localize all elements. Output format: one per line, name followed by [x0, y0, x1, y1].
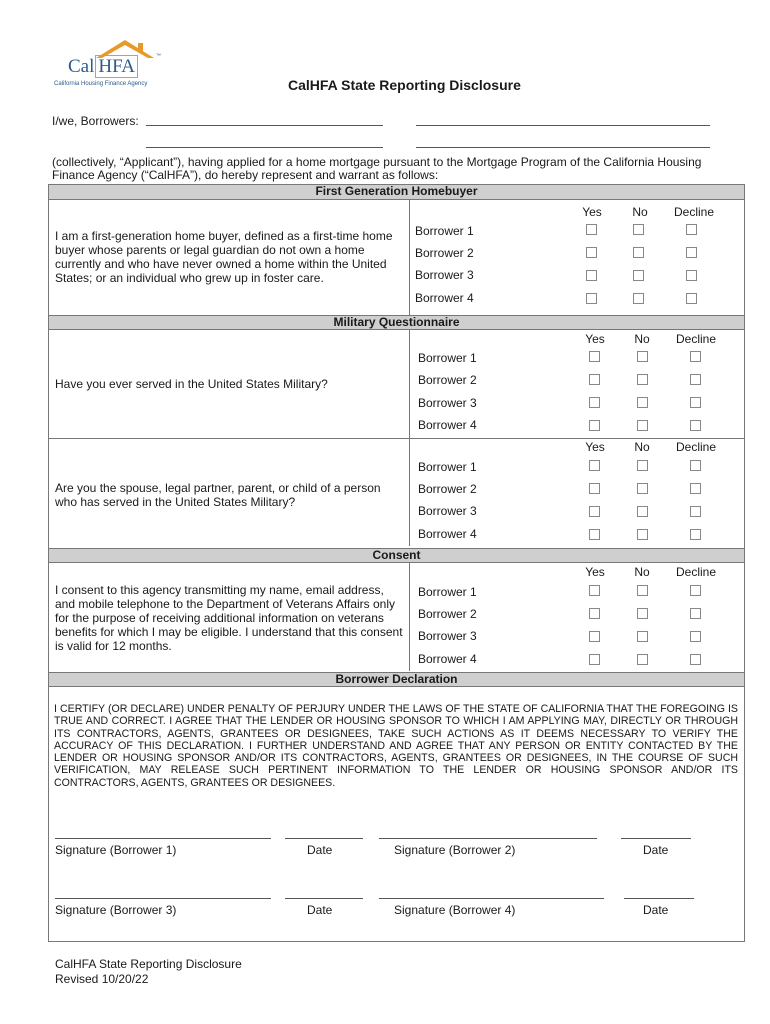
consent-question: I consent to this agency transmitting my name, email address, and mobile telephone to the Department of Veterans Affairs only for the purpose of receiving additional information on veterans benefits for which I may be eligible. I understand that this consent is valid for 12 months. [55, 583, 403, 653]
military2-b3-decline-checkbox[interactable] [690, 506, 701, 517]
col-decline: Decline [675, 440, 717, 454]
col-yes: Yes [585, 440, 605, 454]
borrower-label: Borrower 1 [418, 585, 477, 599]
date-line-4[interactable] [624, 898, 694, 899]
col-yes: Yes [582, 205, 602, 219]
section-header-military: Military Questionnaire [49, 315, 744, 330]
borrower-name-line-1[interactable] [146, 125, 383, 126]
signature-line-borrower-1[interactable] [55, 838, 271, 839]
col-decline: Decline [673, 205, 715, 219]
military2-b3-no-checkbox[interactable] [637, 506, 648, 517]
consent-b1-no-checkbox[interactable] [637, 585, 648, 596]
logo-subtitle: California Housing Finance Agency [54, 81, 148, 87]
col-no: No [634, 332, 650, 346]
borrower-label: Borrower 2 [415, 246, 474, 260]
col-no: No [634, 565, 650, 579]
borrower-label: Borrower 3 [418, 396, 477, 410]
signature-line-borrower-3[interactable] [55, 898, 271, 899]
borrower-label: Borrower 2 [418, 373, 477, 387]
col-decline: Decline [675, 565, 717, 579]
firstgen-b1-no-checkbox[interactable] [633, 224, 644, 235]
consent-b3-decline-checkbox[interactable] [690, 631, 701, 642]
col-yes: Yes [585, 565, 605, 579]
row-divider [49, 438, 744, 439]
section-header-first-generation: First Generation Homebuyer [49, 185, 744, 200]
column-divider [409, 563, 410, 671]
military1-b4-decline-checkbox[interactable] [690, 420, 701, 431]
disclosure-table [48, 184, 745, 942]
date-label: Date [307, 903, 333, 917]
military2-b3-yes-checkbox[interactable] [589, 506, 600, 517]
military1-b3-decline-checkbox[interactable] [690, 397, 701, 408]
consent-b4-decline-checkbox[interactable] [690, 654, 701, 665]
military2-b1-yes-checkbox[interactable] [589, 460, 600, 471]
military2-b4-yes-checkbox[interactable] [589, 529, 600, 540]
consent-b2-no-checkbox[interactable] [637, 608, 648, 619]
declaration-text: I CERTIFY (OR DECLARE) UNDER PENALTY OF PERJURY UNDER THE LAWS OF THE STATE OF CALIFORNIA THAT THE FOREGOING IS TRUE AND CORRECT. I AGREE THAT THE LENDER OR HOUSING SPONSOR TO WHICH I AM APPLYING MAY, DIRECTLY OR THROUGH ITS CONTRACTORS, AGENTS, GRANTEES OR DESIGNEES, TAKE SUCH ACTIONS AS IT DEEMS NECESSARY TO VERIFY THE ACCURACY OF THIS DECLARATION. I FURTHER UNDERSTAND AND AGREE THAT ANY PERSON OR ENTITY CONTACTED BY THE LENDER OR HOUSING SPONSOR AND/OR ITS CONTRACTORS, AGENTS, GRANTEES OR DESIGNEES, IN THE COURSE OF SUCH VERIFICATION, MAY RELEASE SUCH PERTINENT INFORMATION TO THE LENDER OR HOUSING SPONSOR AND/OR ITS CONTRACTORS, AGENTS, GRANTEES OR DESIGNEES. [54, 703, 738, 789]
borrower-label: Borrower 1 [418, 460, 477, 474]
date-label: Date [643, 903, 669, 917]
military1-b3-no-checkbox[interactable] [637, 397, 648, 408]
firstgen-b3-no-checkbox[interactable] [633, 270, 644, 281]
borrower-label: Borrower 3 [418, 629, 477, 643]
borrower-label: Borrower 4 [418, 527, 477, 541]
firstgen-b4-no-checkbox[interactable] [633, 293, 644, 304]
military2-b1-decline-checkbox[interactable] [690, 460, 701, 471]
date-line-3[interactable] [285, 898, 363, 899]
military1-b2-yes-checkbox[interactable] [589, 374, 600, 385]
intro-paragraph: (collectively, “Applicant”), having applied for a home mortgage pursuant to the Mortgage Program of the California Housing Finance Agency (“CalHFA”), do hereby represent and warrant as follows: [52, 155, 702, 182]
firstgen-b4-yes-checkbox[interactable] [586, 293, 597, 304]
signature-line-borrower-4[interactable] [379, 898, 604, 899]
col-no: No [632, 205, 648, 219]
signature-label-borrower-3: Signature (Borrower 3) [55, 903, 177, 917]
signature-label-borrower-1: Signature (Borrower 1) [55, 843, 177, 857]
borrower-label: Borrower 2 [418, 482, 477, 496]
section-header-borrower-declaration: Borrower Declaration [49, 672, 744, 687]
date-label: Date [643, 843, 669, 857]
logo-wordmark: Cal HFA [68, 56, 138, 78]
military2-b2-no-checkbox[interactable] [637, 483, 648, 494]
consent-b1-yes-checkbox[interactable] [589, 585, 600, 596]
military2-b2-yes-checkbox[interactable] [589, 483, 600, 494]
military1-b4-yes-checkbox[interactable] [589, 420, 600, 431]
military1-b3-yes-checkbox[interactable] [589, 397, 600, 408]
first-generation-question: I am a first-generation home buyer, defined as a first-time home buyer whose parents or legal guardian do not own a home currently and who have never owned a home within the United States; or an individual who grew up in foster care. [55, 229, 393, 285]
firstgen-b1-decline-checkbox[interactable] [686, 224, 697, 235]
military1-b1-decline-checkbox[interactable] [690, 351, 701, 362]
military1-b1-no-checkbox[interactable] [637, 351, 648, 362]
borrower-name-line-3[interactable] [146, 147, 383, 148]
borrower-name-line-4[interactable] [416, 147, 710, 148]
col-decline: Decline [675, 332, 717, 346]
footer-revision: Revised 10/20/22 [55, 972, 149, 986]
military2-b1-no-checkbox[interactable] [637, 460, 648, 471]
col-yes: Yes [585, 332, 605, 346]
signature-label-borrower-4: Signature (Borrower 4) [394, 903, 516, 917]
military2-b4-no-checkbox[interactable] [637, 529, 648, 540]
borrower-label: Borrower 4 [415, 291, 474, 305]
section-header-consent: Consent [49, 548, 744, 563]
military-question-1: Have you ever served in the United States Military? [55, 377, 328, 391]
military1-b4-no-checkbox[interactable] [637, 420, 648, 431]
military1-b2-no-checkbox[interactable] [637, 374, 648, 385]
firstgen-b3-decline-checkbox[interactable] [686, 270, 697, 281]
borrower-label: Borrower 4 [418, 418, 477, 432]
firstgen-b2-no-checkbox[interactable] [633, 247, 644, 258]
consent-b3-no-checkbox[interactable] [637, 631, 648, 642]
consent-b2-decline-checkbox[interactable] [690, 608, 701, 619]
consent-b4-yes-checkbox[interactable] [589, 654, 600, 665]
footer-title: CalHFA State Reporting Disclosure [55, 957, 242, 971]
borrower-name-line-2[interactable] [416, 125, 710, 126]
borrower-label: Borrower 3 [418, 504, 477, 518]
borrowers-label: I/we, Borrowers: [52, 114, 139, 128]
consent-b2-yes-checkbox[interactable] [589, 608, 600, 619]
logo-trademark: ™ [156, 53, 161, 59]
page-title: CalHFA State Reporting Disclosure [288, 77, 521, 93]
page-footer [55, 957, 242, 987]
military-question-2: Are you the spouse, legal partner, parent, or child of a person who has served in the United States Military? [55, 481, 381, 509]
column-divider [409, 200, 410, 316]
military2-b2-decline-checkbox[interactable] [690, 483, 701, 494]
signature-line-borrower-2[interactable] [379, 838, 597, 839]
date-line-1[interactable] [285, 838, 363, 839]
military1-b2-decline-checkbox[interactable] [690, 374, 701, 385]
military2-b4-decline-checkbox[interactable] [690, 529, 701, 540]
consent-b4-no-checkbox[interactable] [637, 654, 648, 665]
calhfa-logo [50, 38, 180, 92]
firstgen-b1-yes-checkbox[interactable] [586, 224, 597, 235]
borrower-label: Borrower 1 [418, 351, 477, 365]
signature-label-borrower-2: Signature (Borrower 2) [394, 843, 516, 857]
borrower-label: Borrower 3 [415, 268, 474, 282]
firstgen-b4-decline-checkbox[interactable] [686, 293, 697, 304]
col-no: No [634, 440, 650, 454]
firstgen-b3-yes-checkbox[interactable] [586, 270, 597, 281]
borrower-label: Borrower 4 [418, 652, 477, 666]
consent-b3-yes-checkbox[interactable] [589, 631, 600, 642]
date-line-2[interactable] [621, 838, 691, 839]
consent-b1-decline-checkbox[interactable] [690, 585, 701, 596]
date-label: Date [307, 843, 333, 857]
borrower-label: Borrower 2 [418, 607, 477, 621]
military1-b1-yes-checkbox[interactable] [589, 351, 600, 362]
firstgen-b2-decline-checkbox[interactable] [686, 247, 697, 258]
firstgen-b2-yes-checkbox[interactable] [586, 247, 597, 258]
borrower-label: Borrower 1 [415, 224, 474, 238]
